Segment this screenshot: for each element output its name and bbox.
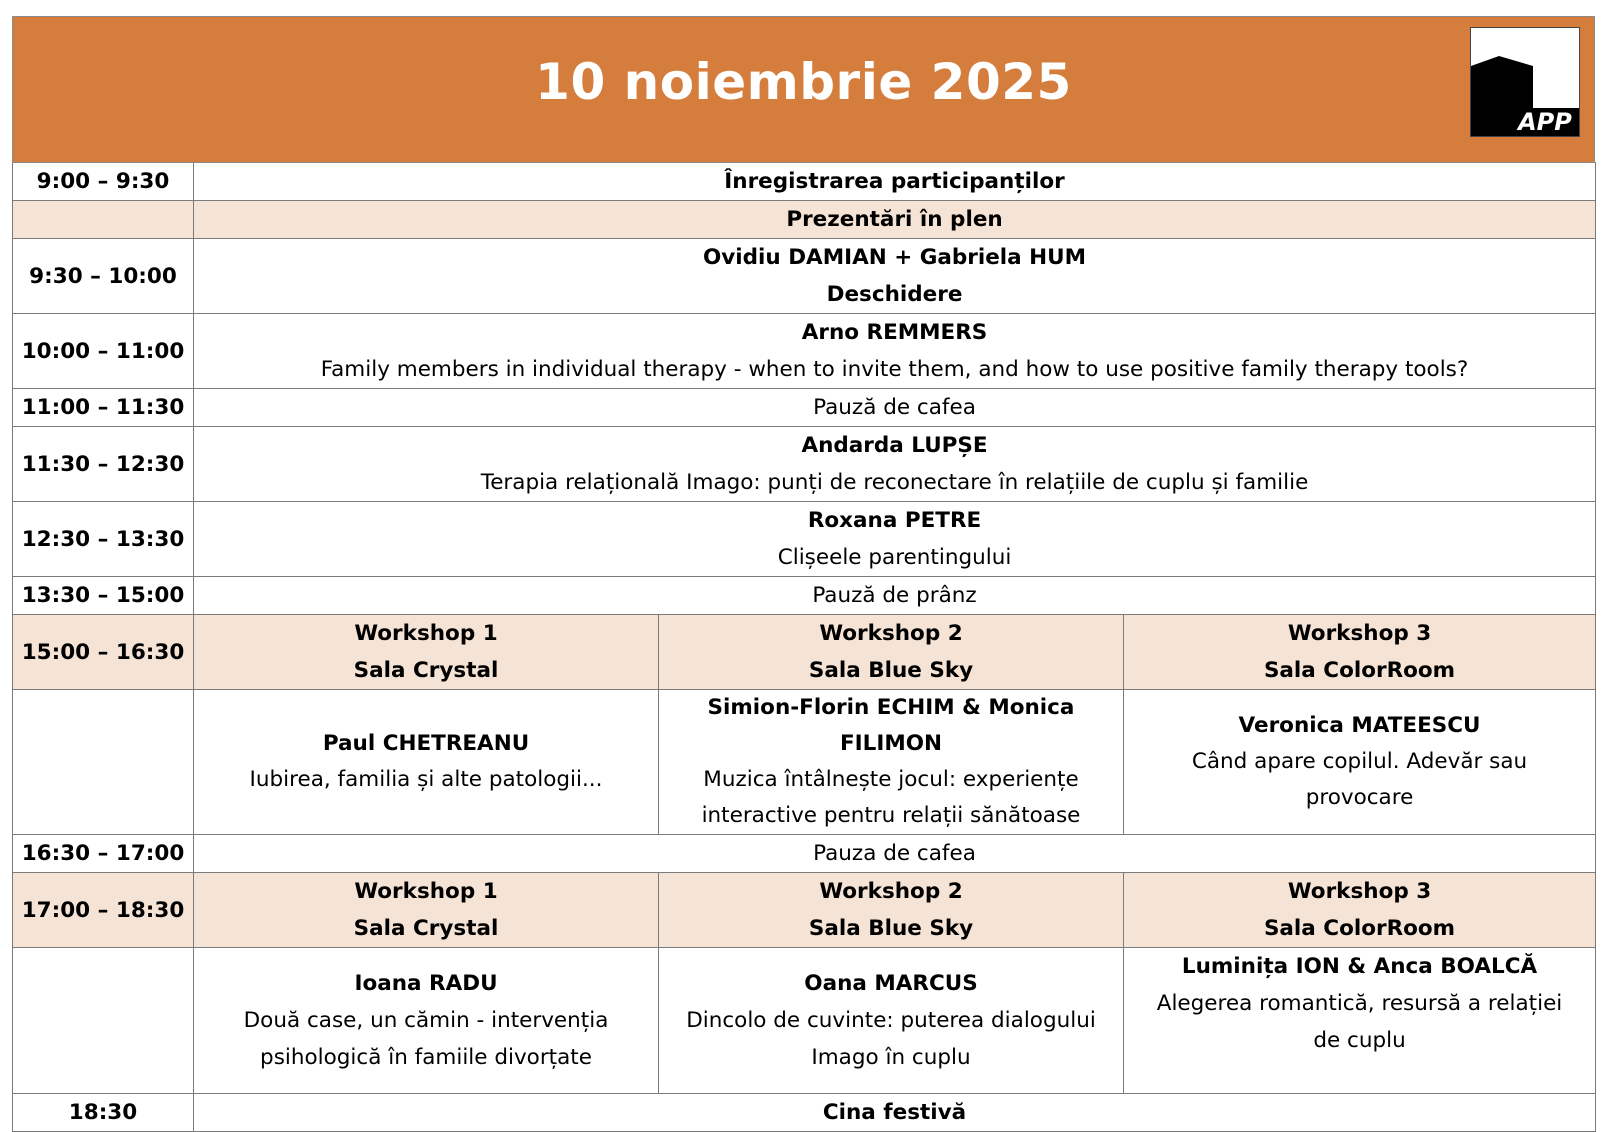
row-workshops-header-a [13, 615, 1596, 690]
workshop-3-header [1124, 873, 1596, 948]
session-title-line-1: Alegerea romantică, resursă a relației [1156, 991, 1563, 1016]
plenary-title: Prezentări în plen [194, 201, 1596, 239]
workshop-room: Sala ColorRoom [1263, 658, 1456, 683]
workshop-name: Workshop 3 [1287, 879, 1432, 904]
break-title: Pauză de prânz [194, 577, 1596, 615]
time-cell: 16:30 – 17:00 [13, 835, 194, 873]
speaker-name: Ovidiu DAMIAN + Gabriela HUM [703, 245, 1087, 270]
workshop-2-session [659, 690, 1124, 835]
time-cell: 17:00 – 18:30 [13, 873, 194, 948]
row-registration [13, 163, 1596, 201]
schedule-page [12, 16, 1595, 1132]
session-title: Deschidere [826, 282, 963, 307]
row-lunch [13, 577, 1596, 615]
speaker-name: Oana MARCUS [804, 971, 978, 996]
time-cell: 15:00 – 16:30 [13, 615, 194, 690]
speaker-name: Luminița ION & Anca BOALCĂ [1181, 954, 1538, 979]
row-remmers [13, 314, 1596, 389]
session-title: Family members in individual therapy - when to invite them, and how to use positive family therapy tools? [320, 357, 1469, 382]
break-title: Pauza de cafea [194, 835, 1596, 873]
session-title-line-2: provocare [1305, 785, 1414, 810]
session-cell [194, 239, 1596, 314]
session-cell [194, 502, 1596, 577]
workshop-name: Workshop 2 [819, 621, 963, 646]
workshop-3-session [1124, 948, 1596, 1094]
workshop-3-header [1124, 615, 1596, 690]
time-cell: 12:30 – 13:30 [13, 502, 194, 577]
row-opening [13, 239, 1596, 314]
workshop-room: Sala ColorRoom [1263, 916, 1456, 941]
logo-text: APP [1518, 108, 1572, 136]
time-cell: 10:00 – 11:00 [13, 314, 194, 389]
session-title: Iubirea, familia și alte patologii... [249, 767, 603, 792]
speaker-name: Ioana RADU [354, 971, 498, 996]
workshop-2-header [659, 873, 1124, 948]
time-cell: 11:00 – 11:30 [13, 389, 194, 427]
schedule-table [12, 162, 1596, 1132]
time-cell-empty [13, 201, 194, 239]
app-logo-icon [1471, 28, 1579, 136]
session-cell [194, 427, 1596, 502]
row-workshops-a [13, 690, 1596, 835]
speaker-name: Andarda LUPȘE [801, 433, 988, 458]
workshop-1-header [194, 615, 659, 690]
session-title-line-2: interactive pentru relații sănătoase [701, 803, 1081, 828]
time-cell: 9:30 – 10:00 [13, 239, 194, 314]
session-cell [194, 314, 1596, 389]
page-header [12, 16, 1595, 163]
speaker-name: Veronica MATEESCU [1238, 713, 1481, 738]
speaker-name: Simion-Florin ECHIM & Monica FILIMON [707, 695, 1075, 756]
page-title: 10 noiembrie 2025 [535, 53, 1072, 111]
workshop-2-session [659, 948, 1124, 1094]
workshop-name: Workshop 3 [1287, 621, 1432, 646]
time-cell: 18:30 [13, 1094, 194, 1132]
session-title-line-1: Când apare copilul. Adevăr sau [1191, 749, 1528, 774]
dinner-title: Cina festivă [194, 1094, 1596, 1132]
time-cell: 13:30 – 15:00 [13, 577, 194, 615]
break-title: Pauză de cafea [194, 389, 1596, 427]
speaker-name: Roxana PETRE [807, 508, 982, 533]
time-cell: 11:30 – 12:30 [13, 427, 194, 502]
session-title-line-2: Imago în cuplu [811, 1045, 971, 1070]
row-workshops-header-b [13, 873, 1596, 948]
row-plenary [13, 201, 1596, 239]
workshop-1-session [194, 948, 659, 1094]
workshop-room: Sala Crystal [353, 658, 499, 683]
session-title: Terapia relațională Imago: punți de reconectare în relațiile de cuplu și familie [480, 470, 1309, 495]
app-logo [1470, 27, 1580, 137]
workshop-room: Sala Blue Sky [808, 916, 974, 941]
row-workshops-b [13, 948, 1596, 1094]
workshop-room: Sala Blue Sky [808, 658, 974, 683]
row-dinner [13, 1094, 1596, 1132]
workshop-name: Workshop 1 [354, 621, 498, 646]
workshop-room: Sala Crystal [353, 916, 499, 941]
session-title-line-1: Două case, un cămin - intervenția [243, 1008, 609, 1033]
time-cell-empty [13, 690, 194, 835]
workshop-3-session [1124, 690, 1596, 835]
session-title-line-2: psihologică în famiile divorțate [260, 1045, 592, 1070]
session-title: Clișeele parentingului [777, 545, 1012, 570]
workshop-1-session [194, 690, 659, 835]
workshop-name: Workshop 2 [819, 879, 963, 904]
workshop-1-header [194, 873, 659, 948]
session-title-line-2: de cuplu [1313, 1028, 1406, 1053]
speaker-name: Arno REMMERS [801, 320, 988, 345]
registration-title: Înregistrarea participanților [194, 163, 1596, 201]
workshop-name: Workshop 1 [354, 879, 498, 904]
row-lupse [13, 427, 1596, 502]
time-cell-empty [13, 948, 194, 1094]
session-title-line-1: Dincolo de cuvinte: puterea dialogului [686, 1008, 1096, 1033]
time-cell: 9:00 – 9:30 [13, 163, 194, 201]
speaker-name: Paul CHETREANU [322, 731, 530, 756]
session-title-line-1: Muzica întâlnește jocul: experiențe [703, 767, 1079, 792]
row-petre [13, 502, 1596, 577]
workshop-2-header [659, 615, 1124, 690]
row-coffee-break-2 [13, 835, 1596, 873]
row-coffee-break [13, 389, 1596, 427]
